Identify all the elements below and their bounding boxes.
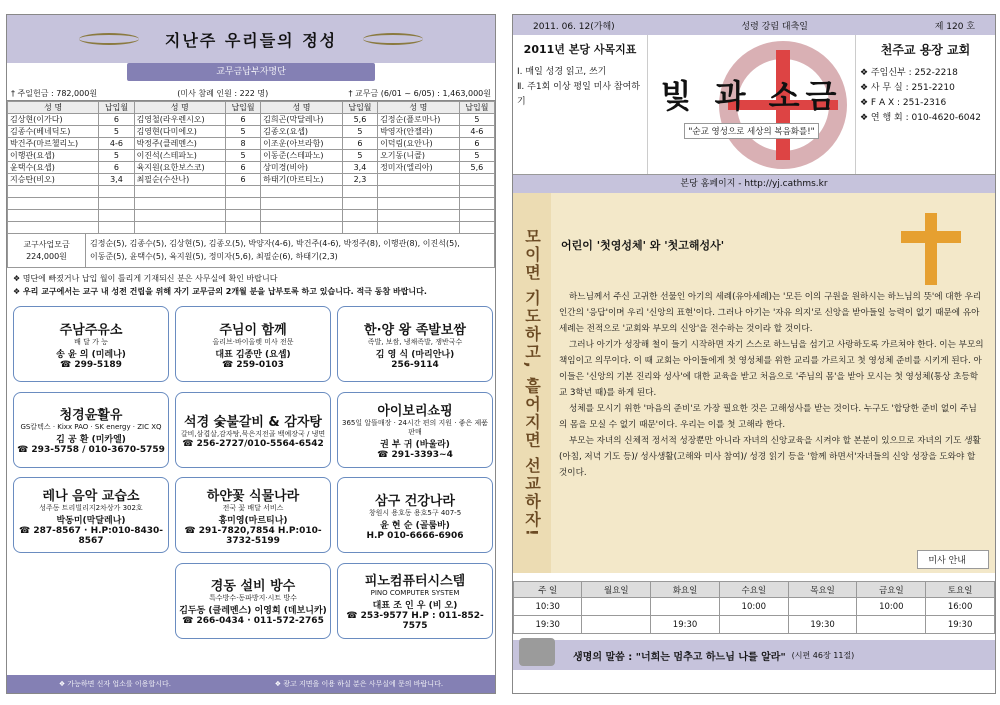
pastoral-goals — [513, 35, 648, 174]
bulletin-logo: 빛 과 소금 — [660, 76, 843, 115]
right-page — [512, 14, 996, 694]
ad-desc: 창원시 용호동 용호5구 407-5 — [368, 508, 462, 517]
ad-owner: 박동미(막달레나) — [56, 515, 126, 526]
issue-bar — [513, 15, 995, 35]
ad-card[interactable] — [337, 306, 493, 382]
ad-title: 주남주유소 — [59, 322, 123, 338]
table-row — [8, 126, 495, 138]
table-cell — [8, 186, 99, 198]
logo-block — [648, 35, 855, 174]
table-cell — [225, 210, 260, 222]
fund-names-1: 김정순(5), 김종수(5), 김상현(5), 김종오(5), 박양자(4-6), 박건주(4-6), 박정주(8), 이행관(8), 이진석(5), — [90, 239, 460, 248]
table-cell: 이조운(아브라함) — [261, 138, 343, 150]
table-cell: 8 — [225, 138, 260, 150]
table-cell: 이진석(스테파노) — [134, 150, 225, 162]
church-name: 천주교 용장 교회 — [880, 43, 971, 57]
goal-2: Ⅱ. 주1회 이상 평일 미사 참여하기 — [517, 82, 640, 107]
mass-time — [719, 616, 788, 634]
mass-time: 19:30 — [788, 616, 857, 634]
mass-time — [582, 598, 651, 616]
table-cell — [134, 186, 225, 198]
dues-header: 성 명 — [8, 102, 99, 114]
table-cell — [134, 210, 225, 222]
table-cell — [99, 198, 134, 210]
left-footer — [7, 675, 495, 693]
table-cell: 김종수(베네딕도) — [8, 126, 99, 138]
table-cell — [342, 186, 377, 198]
info-fax: ❖ F A X : 251-2316 — [860, 98, 947, 108]
table-cell: 김영철(라우렌시오) — [134, 114, 225, 126]
ad-title: 경동 설비 방수 — [210, 579, 296, 594]
dues-header: 납입월 — [99, 102, 134, 114]
ad-desc: 족발, 보쌈, 냉채족발, 쟁반국수 — [367, 337, 463, 346]
ad-desc: PINO COMPUTER SYSTEM — [370, 589, 460, 597]
table-cell: 6 — [225, 114, 260, 126]
table-row — [8, 186, 495, 198]
ad-desc: 365일 알뜰매장 · 24시간 편의 지원 · 좋은 제품 판매 — [342, 418, 488, 436]
table-cell: 5 — [459, 114, 494, 126]
table-cell: 6 — [99, 114, 134, 126]
ad-desc: 특수방수·동파방지·시트 방수 — [209, 594, 297, 602]
table-cell: 4-6 — [99, 138, 134, 150]
ornament-left — [79, 33, 139, 45]
weekly-offering: † 주일헌금 : 782,000원 — [11, 89, 98, 98]
table-row — [8, 222, 495, 234]
ad-title: 석경 숯불갈비 & 감자탕 — [184, 414, 322, 430]
table-cell: 하태기(마르티노) — [261, 174, 343, 186]
table-cell: 6 — [459, 138, 494, 150]
mass-time: 10:00 — [857, 598, 926, 616]
ad-phone: ☎ 287-8567 · H.P:010-8430-8567 — [18, 525, 164, 546]
table-cell: 김영현(다미에오) — [134, 126, 225, 138]
ad-card[interactable] — [13, 477, 169, 553]
article-p2: 그러나 아기가 성장해 철이 들기 시작하면 자기 스스로 하느님을 섬기고 사랑하도록 가르쳐야 한다. 이는 부모의 책임이고 의무이다. 이 때 교회는 아이들에게 첫 영성체를 위한 교리를 가르치고 첫 영성체 준비를 시키게 된다. 아이들은 '신앙의 기본 진리와 성사'에 대한 교육을 받고 처음으로 '주님의 몸'을 받아 모시는 첫 영성체(통상 초등학교 3학년 때)를 하게 된다. — [559, 340, 984, 398]
mass-time: 10:00 — [719, 598, 788, 616]
ad-card[interactable] — [337, 477, 493, 553]
info-office: ❖ 사 무 실 : 251-2210 — [860, 83, 955, 93]
table-row — [8, 138, 495, 150]
mass-time — [651, 598, 720, 616]
ad-phone: ☎ 259-0103 — [222, 359, 284, 370]
table-cell: 5 — [225, 126, 260, 138]
table-cell: 윤택수(요셉) — [8, 162, 99, 174]
ad-phone: ☎ 293-5758 / 010-3670-5759 — [17, 445, 165, 455]
fund-label: 교구사업모금 — [23, 239, 70, 249]
footer-note-1: ❖ 가능하면 신자 업소를 이용합시다. — [58, 680, 171, 688]
table-cell: 육지원(요한보스코) — [134, 162, 225, 174]
table-cell: 이덕림(요안나) — [378, 138, 460, 150]
word-text: 생명의 말씀 : "너희는 멈추고 하느님 나를 알라" — [573, 651, 786, 663]
table-cell — [134, 198, 225, 210]
table-cell: 5 — [342, 126, 377, 138]
ad-desc: GS칼텍스 · Kixx PAO · SK energy · ZIC XQ — [20, 423, 162, 431]
table-cell — [99, 222, 134, 234]
table-cell: 박영자(안젤라) — [378, 126, 460, 138]
feast-name: 성령 강림 대축일 — [741, 21, 808, 32]
notes — [7, 268, 495, 302]
table-cell — [378, 198, 460, 210]
day-header: 화요일 — [651, 582, 720, 598]
table-cell: 김정순(플로마나) — [378, 114, 460, 126]
ad-card[interactable] — [175, 392, 331, 468]
dues-header: 성 명 — [378, 102, 460, 114]
homepage-link[interactable]: 본당 홈페이지 - http://yj.cathms.kr — [513, 175, 995, 193]
motto: "순교 영성으로 세상의 복음화를!" — [684, 123, 818, 139]
mass-row — [514, 598, 995, 616]
table-cell — [459, 210, 494, 222]
ad-owner: ☎ 256-2727/010-5564-6542 — [182, 438, 324, 449]
ad-card[interactable] — [175, 563, 331, 639]
vertical-slogan: 모이면 기도하고, 흩어지면 선교하자! — [513, 193, 551, 573]
table-cell: 5 — [99, 126, 134, 138]
table-cell: 5 — [459, 150, 494, 162]
table-cell: 박건주(마르첼리노) — [8, 138, 99, 150]
table-cell — [261, 198, 343, 210]
mass-time — [857, 616, 926, 634]
ad-title: 아이보리쇼핑 — [377, 403, 453, 419]
table-cell: 오기동(니콜) — [378, 150, 460, 162]
article-area — [513, 193, 995, 573]
mass-schedule — [513, 581, 995, 634]
goal-1: Ⅰ. 매일 성경 읽고, 쓰기 — [517, 67, 607, 77]
table-cell: 3,4 — [99, 174, 134, 186]
table-row — [8, 210, 495, 222]
table-cell: 5 — [342, 150, 377, 162]
mass-time: 19:30 — [651, 616, 720, 634]
table-cell: 6 — [342, 138, 377, 150]
day-header: 월요일 — [582, 582, 651, 598]
ad-title: 하얀꽃 식물나라 — [206, 488, 300, 504]
ad-owner: 윤 현 순 (골룸바) — [380, 520, 450, 531]
ad-title: 주님이 함께 — [219, 322, 287, 338]
ad-card[interactable] — [175, 477, 331, 553]
ad-phone: H.P 010-6666-6906 — [366, 530, 464, 541]
ad-owner: 송 윤 의 (미레나) — [56, 349, 126, 360]
ad-card[interactable] — [13, 392, 169, 468]
mass-time: 19:30 — [926, 616, 995, 634]
table-cell: 김상현(이가다) — [8, 114, 99, 126]
cross-icon — [901, 213, 961, 285]
mass-time: 16:00 — [926, 598, 995, 616]
left-page — [6, 14, 496, 694]
ad-title: 삼구 건강나라 — [375, 493, 455, 509]
info-priest: ❖ 주임신부 : 252-2218 — [860, 68, 958, 78]
mass-time — [582, 616, 651, 634]
ad-owner: 대표 김종만 (요셉) — [215, 349, 291, 360]
mass-time: 19:30 — [514, 616, 582, 634]
ad-phone: 256-9114 — [391, 359, 439, 370]
article-p4: 부모는 자녀의 신체적 정서적 성장뿐만 아니라 자녀의 신앙교육을 시켜야 할 본분이 있으므로 자녀의 기도 생활(아침, 저녁 기도 등)/ 성사생활(고해와 미사 참여)/ 성경 읽기 등을 '함께 하면서'자녀들의 신앙 성장을 도와야 할 것이다. — [559, 436, 981, 478]
table-cell — [99, 186, 134, 198]
table-cell: 6 — [225, 162, 260, 174]
ad-owner: 김 공 환 (미카엘) — [56, 435, 126, 445]
fund-names-2: 이동준(5), 윤택수(5), 육지원(5), 정미자(5,6), 최필순(6), 하태기(2,3) — [90, 252, 338, 261]
ad-owner: 대표 조 인 우 (비 오) — [372, 601, 458, 611]
day-header: 수요일 — [719, 582, 788, 598]
table-cell — [459, 198, 494, 210]
offering-title: 지난주 우리들의 정성 — [164, 30, 338, 50]
table-cell: 3,4 — [342, 162, 377, 174]
table-cell: 5,6 — [342, 114, 377, 126]
table-cell: 최필순(수산나) — [134, 174, 225, 186]
table-cell: 지승탄(비오) — [8, 174, 99, 186]
ad-desc: 전국 꽃 배달 서비스 — [222, 503, 284, 512]
footer-note-2: ❖ 광고 지면을 이용 하실 분은 사무실에 문의 바랍니다. — [274, 680, 444, 688]
mass-time — [788, 598, 857, 616]
ad-phone: ☎ 291-3393~4 — [377, 449, 453, 460]
table-cell — [342, 198, 377, 210]
table-cell — [459, 186, 494, 198]
issue-date: 2011. 06. 12(가해) — [533, 21, 615, 32]
table-cell: 김종오(요셉) — [261, 126, 343, 138]
table-cell: 이행관(요셉) — [8, 150, 99, 162]
table-row — [8, 198, 495, 210]
table-cell: 상미경(비아) — [261, 162, 343, 174]
article-title: 어린이 '첫영성체' 와 '첫고해성사' — [561, 239, 725, 252]
ad-owner: 홍미영(마르티나) — [218, 515, 288, 526]
day-header: 금요일 — [857, 582, 926, 598]
ad-desc: 갈비,삼겹살,감자탕,묵은지전골 백예장국 / 냉면 — [180, 429, 326, 438]
table-cell — [225, 198, 260, 210]
ad-card[interactable] — [337, 563, 493, 639]
ad-card[interactable] — [337, 392, 493, 468]
table-cell — [378, 222, 460, 234]
table-cell — [8, 210, 99, 222]
table-cell — [378, 186, 460, 198]
table-cell — [378, 174, 460, 186]
ad-owner: 권 부 귀 (바울라) — [380, 439, 450, 450]
ornament-right — [363, 33, 423, 45]
day-header: 주 일 — [514, 582, 582, 598]
ad-card[interactable] — [13, 306, 169, 382]
dues-header: 납입월 — [225, 102, 260, 114]
ad-owner: 김 영 식 (마리안나) — [375, 349, 455, 360]
table-cell: 이동준(스테파노) — [261, 150, 343, 162]
table-cell — [378, 210, 460, 222]
summary-bar — [7, 87, 495, 101]
goals-title: 2011년 본당 사목지표 — [523, 43, 637, 56]
table-cell: 정미자(엘리아) — [378, 162, 460, 174]
table-row — [8, 150, 495, 162]
table-cell — [261, 210, 343, 222]
table-cell: 6 — [99, 162, 134, 174]
table-cell — [8, 222, 99, 234]
ad-phone: ☎ 291-7820,7854 H.P:010-3732-5199 — [184, 525, 322, 546]
dues-header: 납입월 — [459, 102, 494, 114]
table-cell — [342, 222, 377, 234]
article-p1: 하느님께서 주신 고귀한 선물인 아기의 세례(유아세례)는 '모든 이의 구원을 원하시는 하느님의 뜻'에 대한 우리 인간의 '응답'이며 우리 '신앙의 표현'이다. 그러나 아기는 '자유 의지'로 신앙을 받아들일 능력이 없기 때문에 유아세례는 전적으로 '교회와 부모의 신앙'을 전수하는 것이라 할 것이다. — [559, 292, 982, 334]
dues-subtitle: 교무금납부자명단 — [127, 63, 375, 81]
fund-amount: 224,000원 — [26, 251, 67, 261]
diocese-fund — [7, 234, 495, 268]
table-cell — [99, 210, 134, 222]
table-cell — [459, 174, 494, 186]
table-cell: 5 — [99, 150, 134, 162]
article-p3: 성체를 모시기 위한 '마음의 준비'로 가장 필요한 것은 고해성사를 받는 것이다. 누구도 '합당한 준비 없이 주님의 몸을 모실 수 없기 때문'이다. 우리는 이를 첫 고해라 한다. — [559, 404, 977, 430]
day-header: 토요일 — [926, 582, 995, 598]
dues-header: 성 명 — [261, 102, 343, 114]
mass-guide-button[interactable]: 미사 안내 — [917, 550, 989, 569]
table-cell — [261, 222, 343, 234]
dues-total: † 교무금 (6/01 ~ 6/05) : 1,463,000원 — [348, 89, 491, 98]
table-cell — [342, 210, 377, 222]
dues-header: 납입월 — [342, 102, 377, 114]
table-cell: 4-6 — [459, 126, 494, 138]
table-cell: 박정주(클레멘스) — [134, 138, 225, 150]
attendance-count: (미사 참례 인원 : 222 명) — [177, 89, 269, 98]
table-cell: 5,6 — [459, 162, 494, 174]
table-cell — [225, 186, 260, 198]
word-of-life — [513, 640, 995, 670]
table-cell — [459, 222, 494, 234]
table-row — [8, 114, 495, 126]
table-cell: 6 — [225, 174, 260, 186]
ad-phone: ☎ 299-5189 — [60, 359, 122, 370]
table-cell: 2,3 — [342, 174, 377, 186]
note-2: ❖ 우리 교구에서는 교구 내 성전 건립을 위해 자기 교무금의 2개월 분을 납부토록 하고 있습니다. 적극 동참 바랍니다. — [13, 287, 427, 296]
table-cell: 5 — [225, 150, 260, 162]
issue-number: 제 120 호 — [934, 21, 975, 32]
offering-header — [7, 15, 495, 63]
dues-table — [7, 101, 495, 234]
ads-grid — [7, 302, 495, 646]
word-reference: (시편 46장 11절) — [791, 650, 855, 660]
table-row — [8, 162, 495, 174]
ad-title: 한·양 왕 족발보쌈 — [364, 322, 466, 338]
ad-title: 청경윤활유 — [59, 408, 123, 423]
ad-title: 피노컴퓨터시스템 — [364, 574, 466, 589]
info-contact: ❖ 연 행 회 : 010-4620-6042 — [860, 113, 981, 123]
mass-row — [514, 616, 995, 634]
ad-phone: ☎ 253-9577 H.P : 011-852-7575 — [346, 611, 484, 631]
ad-desc: 성주동 트리빌리지2차상가 302호 — [39, 503, 143, 512]
dues-header: 성 명 — [134, 102, 225, 114]
mass-time: 10:30 — [514, 598, 582, 616]
table-cell — [134, 222, 225, 234]
table-cell — [225, 222, 260, 234]
ad-phone: ☎ 266-0434 · 011-572-2765 — [182, 616, 324, 626]
day-header: 목요일 — [788, 582, 857, 598]
note-1: ❖ 명단에 빠졌거나 납입 월이 틀리게 기재되신 분은 사무실에 확인 바랍니다 — [13, 274, 278, 283]
ad-desc: 배 달 가 능 — [74, 337, 108, 346]
ad-title: 레나 음악 교습소 — [42, 488, 140, 504]
portrait-icon — [519, 638, 555, 666]
table-row — [8, 174, 495, 186]
ad-owner: 김두동 (클레멘스) 이영희 (데보니카) — [179, 606, 327, 616]
table-cell — [8, 198, 99, 210]
ad-card[interactable] — [175, 306, 331, 382]
masthead — [513, 35, 995, 175]
table-cell — [261, 186, 343, 198]
ad-desc: 올리브·바이올렛 미사 전문 — [212, 337, 294, 346]
table-cell: 김희곤(막달레나) — [261, 114, 343, 126]
